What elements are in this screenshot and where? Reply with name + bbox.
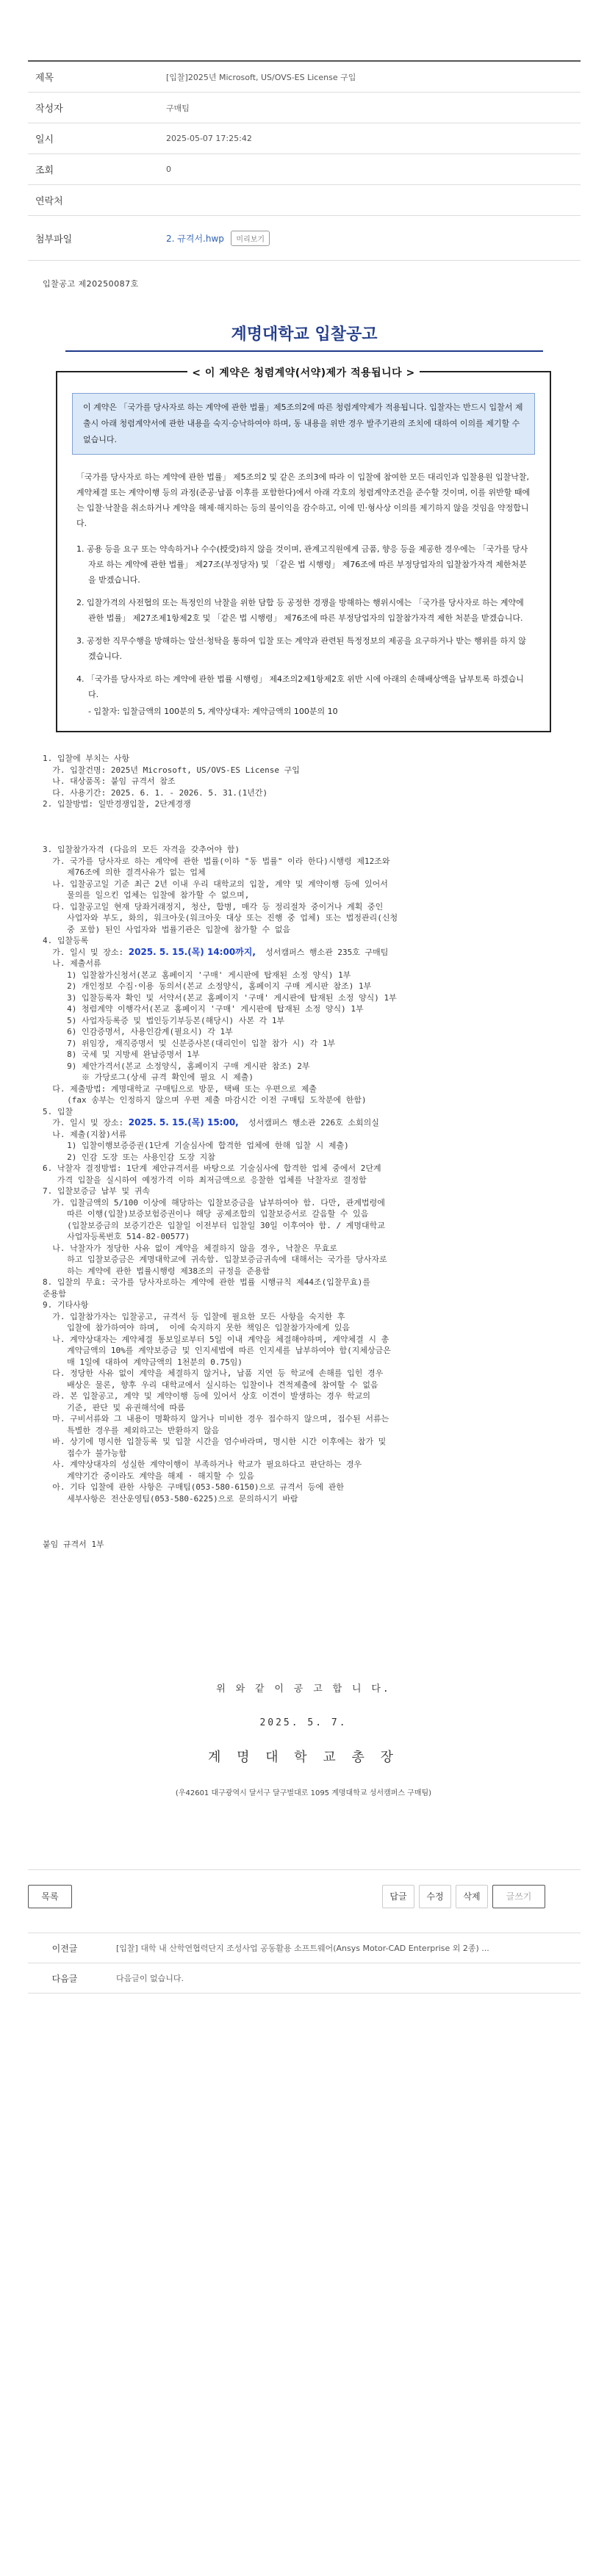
announcement-document bbox=[43, 278, 566, 732]
body-line: 특별한 경우를 제외하고는 반환하지 않음 bbox=[43, 1425, 220, 1435]
body-line: 가. 일시 및 장소: 2025. 5. 15.(목) 14:00까지, 성서캠퍼스 행소관 235호 구매팀 bbox=[43, 946, 389, 957]
body-line: 다. 입찰공고일 현재 당좌거래정지, 청산, 합병, 매각 등 정리절차 중이거나 계획 중인 bbox=[43, 901, 384, 912]
integrity-items bbox=[72, 541, 535, 719]
announcement-body bbox=[43, 753, 579, 1550]
bid-datetime: 2025. 5. 15.(목) 15:00, bbox=[128, 1117, 239, 1128]
info-row-date bbox=[28, 123, 581, 154]
info-row-views bbox=[28, 154, 581, 185]
body-line: 사. 계약상대자의 성실한 계약이행이 부족하거나 학교가 필요하다고 판단하는 경우 bbox=[43, 1460, 362, 1469]
body-line: 바. 상기에 명시한 입찰등록 및 입찰 시간을 엄수바라며, 명시한 시간 이후에는 참가 및 bbox=[43, 1437, 387, 1446]
info-row-title bbox=[28, 62, 581, 93]
next-post-row bbox=[28, 1963, 581, 1994]
body-line: 4. 입찰등록 bbox=[43, 936, 89, 945]
body-line: 나. 제출(지참)서류 bbox=[43, 1129, 127, 1139]
body-line bbox=[43, 810, 579, 822]
body-line: 5) 사업자등록증 및 법인등기부등본(해당시) 사본 각 1부 bbox=[43, 1015, 285, 1025]
body-line: 하고 입찰보증금은 계명대학교에 귀속함. 입찰보증금귀속에 대해서는 국가를 당사자로 bbox=[43, 1255, 387, 1264]
body-line: 가. 일시 및 장소: 2025. 5. 15.(목) 15:00, 성서캠퍼스 행소관 226호 소회의실 bbox=[43, 1117, 379, 1128]
registration-datetime: 2025. 5. 15.(목) 14:00까지, bbox=[128, 946, 256, 957]
info-row-author bbox=[28, 93, 581, 123]
body-line: 3) 입찰등록자 확인 및 서약서(본교 홈페이지 '구매' 게시판에 탑재된 소정 양식) 1부 bbox=[43, 992, 397, 1003]
body-line: 8. 입찰의 무효: 국가를 당사자로하는 계약에 관한 법률 시행규칙 제44조(입찰무효)를 bbox=[43, 1277, 370, 1287]
body-line: 나. 낙찰자가 정당한 사유 없이 계약을 체결하지 않을 경우, 낙찰은 무효로 bbox=[43, 1243, 337, 1253]
body-line: 1) 입찰이행보증증권(1단계 기술심사에 합격한 업체에 한해 입찰 시 제출) bbox=[43, 1141, 349, 1150]
damages-note: - 입찰자: 입찰금액의 100분의 5, 계약상대자: 계약금액의 100분의 10 bbox=[88, 707, 338, 716]
info-value: 구매팀 bbox=[166, 103, 190, 113]
prev-label: 이전글 bbox=[51, 1943, 78, 1954]
preview-button[interactable]: 미리보기 bbox=[231, 231, 270, 246]
announcement-title: 계명대학교 입찰공고 bbox=[231, 325, 378, 344]
body-line: 1. 입찰에 부치는 사항 bbox=[43, 754, 130, 763]
body-line: 8) 국세 및 지방세 완납증명서 1부 bbox=[43, 1050, 200, 1059]
integrity-item: 4. 「국가를 당사자로 하는 계약에 관한 법률 시행령」 제4조의2제1항제2호 위반 시에 아래의 손해배상액을 납부토록 하겠습니다. bbox=[76, 674, 524, 699]
next-post-text: 다음글이 없습니다. bbox=[116, 1974, 184, 1983]
body-line: 나. 계약상대자는 계약체결 통보일로부터 5일 이내 계약을 체결해야하며, 계약체결 시 총 bbox=[43, 1334, 389, 1344]
body-line bbox=[43, 833, 579, 845]
reply-button[interactable]: 답글 bbox=[382, 1885, 414, 1908]
body-line: 가. 입찰금액의 5/100 이상에 해당하는 입찰보증금을 납부하여야 함. 다만, 관계법령에 bbox=[43, 1197, 385, 1208]
body-line: 7. 입찰보증금 납부 및 귀속 bbox=[43, 1186, 150, 1196]
body-line: 나. 입찰공고일 기준 최근 2년 이내 우리 대학교의 입찰, 계약 및 계약이행 등에 있어서 bbox=[43, 878, 388, 889]
body-line: 매 1일에 대하여 계약금액의 1천분의 0.75임) bbox=[43, 1357, 243, 1367]
info-row-attachment bbox=[28, 216, 581, 261]
body-line: 4) 청렴계약 이행각서(본교 홈페이지 '구매' 게시판에 탑재된 소정 양식) 1부 bbox=[43, 1004, 364, 1014]
body-line: ※ 가당로그(상세 규격 확인에 필요 시 제출) bbox=[43, 1072, 254, 1082]
body-line bbox=[43, 1516, 579, 1528]
body-line: 2) 개인정보 수집·이용 동의서(본교 소정양식, 홈페이지 구매 게시판 참조) 1부 bbox=[43, 981, 372, 991]
body-line: 가격 입찰을 실시하여 예정가격 이하 최저금액으로 응찰한 업체를 낙찰자로 결정함 bbox=[43, 1175, 367, 1185]
body-line bbox=[43, 821, 579, 833]
prev-next-nav bbox=[28, 1933, 581, 1994]
info-label: 조회 bbox=[35, 165, 54, 176]
body-line: 1) 입찰참가신청서(본교 홈페이지 '구매' 게시판에 탑재된 소정 양식) 1부 bbox=[43, 970, 351, 980]
integrity-notice: 이 계약은 「국가를 당사자로 하는 계약에 관한 법률」제5조의2에 따른 청렴계약제가 적용됩니다. 입찰자는 반드시 입찰서 제출시 아래 청렴계약서에 관한 내용을 숙지·승낙하여야 하며, 동 내용을 위반 경우 발주기관의 조치에 대하여 이의를 제기할 수 없습니다. bbox=[72, 393, 535, 455]
body-line bbox=[43, 1527, 579, 1539]
body-line: 다. 사용기간: 2025. 6. 1. - 2026. 5. 31.(1년간) bbox=[43, 787, 268, 798]
announcement-number: 입찰공고 제20250087호 bbox=[43, 279, 139, 289]
info-row-contact bbox=[28, 185, 581, 216]
integrity-item: 2. 입찰가격의 사전협의 또는 특정인의 낙찰을 위한 담합 등 공정한 경쟁을 방해하는 행위시에는 「국가를 당사자로 하는 계약에 관한 법률」 제27조제1항제2호 및 「같은 법 시행령」 제76조에 따른 부정당업자의 입찰참가자격 제한 처분을 받겠습니다. bbox=[76, 598, 524, 623]
body-line: 따른 이행(입찰)보증보험증권이나 해당 공제조합의 입찰보증서로 갈음할 수 있음 bbox=[43, 1209, 369, 1219]
info-label: 제목 bbox=[35, 73, 54, 84]
body-line: 6) 인감증명서, 사용인감계(필요시) 각 1부 bbox=[43, 1027, 233, 1036]
info-label: 일시 bbox=[35, 134, 54, 145]
post-info-table bbox=[28, 60, 581, 261]
action-bar bbox=[28, 1869, 581, 1914]
body-line: 다. 정당한 사유 없이 계약을 체결하지 않거나, 납품 지연 등 학교에 손해를 입힌 경우 bbox=[43, 1368, 384, 1378]
attachment-cell bbox=[153, 231, 581, 246]
info-value: 0 bbox=[166, 165, 171, 174]
body-line: 라. 본 입찰공고, 계약 및 계약이행 등에 있어서 상호 이견이 발생하는 경우 학교의 bbox=[43, 1391, 370, 1401]
body-line: (입찰보증금의 보증기간은 입찰일 이전부터 입찰일 30일 이후여야 함. / 계명대학교 bbox=[43, 1220, 385, 1230]
body-line: 계약금액의 10%를 계약보증금 및 인지세법에 따른 인지세를 납부하여야 함(지체상금은 bbox=[43, 1346, 391, 1355]
attachment-link[interactable]: 2. 규격서.hwp bbox=[166, 233, 224, 244]
integrity-intro: 「국가를 당사자로 하는 계약에 관한 법률」 제5조의2 및 같은 조의3에 따라 이 입찰에 참여한 모든 대리인과 입찰용원 입찰낙찰, 계약체결 또는 계약이행 등의 과정(준공·납품 이후를 포함한다)에서 아래 각호의 청렴계약조건을 준수할 것이며, 이를 위반할 때에는 입찰·낙찰을 취소하거나 계약을 해제·해지하는 등의 불이익을 감수하고, 이에 민·형사상 이의를 제기하지 않을 것임을 약정합니다. bbox=[76, 472, 531, 528]
body-line: 3. 입찰참가자격 (다음의 모든 자격을 갖추어야 함) bbox=[43, 845, 240, 854]
body-line: 나. 제출서류 bbox=[43, 959, 101, 968]
list-button[interactable]: 목록 bbox=[28, 1885, 72, 1908]
info-value: 2025-05-07 17:25:42 bbox=[166, 134, 252, 143]
body-line: 기준, 판단 및 유권해석에 따름 bbox=[43, 1402, 185, 1413]
body-line: 2. 입찰방법: 일반경쟁입찰, 2단계경쟁 bbox=[43, 799, 191, 809]
integrity-item: 1. 공용 등을 요구 또는 약속하거나 수수(授受)하지 않을 것이며, 관계고직원에게 금품, 향응 등을 제공한 경우에는 「국가를 당사자로 하는 계약에 관한 법률」 제27조(부정당자) 및 「같은 법 시행령」 제76조에 따른 부정당업자의 입찰참가자격 제한처분을 받겠습니다. bbox=[76, 544, 528, 585]
body-line: 가. 국가를 당사자로 하는 계약에 관한 법률(이하 "동 법률" 이라 한다)시행령 제12조와 bbox=[43, 856, 390, 866]
body-line: 세부사항은 전산운영팀(053-580-6225)으로 문의하시기 바람 bbox=[43, 1493, 298, 1504]
next-label: 다음글 bbox=[51, 1973, 78, 1984]
body-line: 사업자등록번호 514-82-00577) bbox=[43, 1232, 190, 1241]
body-line: 제76조에 의한 결격사유가 없는 업체 bbox=[43, 867, 206, 877]
delete-button[interactable]: 삭제 bbox=[456, 1885, 488, 1908]
announce-date: 2025. 5. 7. bbox=[259, 1717, 348, 1728]
integrity-item: 3. 공정한 직무수행을 방해하는 알선·청탁을 통하여 입찰 또는 계약과 관련된 특정정보의 제공을 요구하거나 받는 행위를 하지 않겠습니다. bbox=[76, 636, 526, 661]
prev-post-row[interactable] bbox=[28, 1933, 581, 1963]
president-signature: 계 명 대 학 교 총 장 bbox=[207, 1750, 400, 1765]
info-label: 작성자 bbox=[35, 104, 63, 115]
announce-closing: 위 와 같 이 공 고 합 니 다. bbox=[216, 1684, 391, 1695]
body-line: (fax 송부는 인정하지 않으며 우편 제출 마감시간 이전 구매팀 도착분에 한함) bbox=[43, 1095, 367, 1105]
body-line: 5. 입찰 bbox=[43, 1106, 73, 1116]
edit-button[interactable]: 수정 bbox=[419, 1885, 451, 1908]
body-line: 7) 위임장, 재직증명서 및 신분증사본(대리인이 입찰 참가 시) 각 1부 bbox=[43, 1038, 336, 1048]
integrity-contract-box bbox=[56, 367, 551, 732]
body-line: 사업자와 부도, 화의, 워크아웃(워크아웃 대상 또는 진행 중 업체) 또는 법정관리(신청 bbox=[43, 913, 398, 923]
body-line: 배상은 물론, 향후 우리 대학교에서 실시하는 입찰이나 견적제출에 참여할 수 없음 bbox=[43, 1379, 378, 1390]
body-line bbox=[43, 1504, 579, 1516]
body-line: 6. 낙찰자 결정방법: 1단계 제안규격서를 바탕으로 기술심사에 합격한 업체 중에서 2단계 bbox=[43, 1163, 381, 1173]
body-line: 아. 기타 입찰에 관한 사항은 구매팀(053-580-6150)으로 규격서 등에 관한 bbox=[43, 1482, 344, 1492]
body-line: 가. 입찰참가자는 입찰공고, 규격서 등 입찰에 필요한 모든 사항을 숙지한 후 bbox=[43, 1311, 345, 1321]
body-line: 마. 구비서류와 그 내용이 명확하지 않거나 미비한 경우 접수하지 않으며, 접수된 서류는 bbox=[43, 1414, 389, 1424]
body-line: 계약기간 중이라도 계약을 해제 · 해지할 수 있음 bbox=[43, 1471, 254, 1481]
body-line: 2) 인감 도장 또는 사용인감 도장 지참 bbox=[43, 1152, 215, 1162]
body-line: 9. 기타사항 bbox=[43, 1300, 89, 1310]
info-label: 첨부파일 bbox=[35, 234, 73, 245]
body-line: 다. 제출방법: 계명대학교 구매팀으로 방문, 택배 또는 우편으로 제출 bbox=[43, 1083, 317, 1094]
body-line: 입찰에 참가하여야 하며, 이에 숙지하지 못한 책임은 입찰참가자에게 있음 bbox=[43, 1323, 351, 1332]
body-line: 붙임 규격서 1부 bbox=[43, 1539, 104, 1549]
body-line: 나. 대상품목: 붙임 규격서 참조 bbox=[43, 776, 176, 786]
info-value: [입찰]2025년 Microsoft, US/OVS-ES License 구입 bbox=[166, 72, 356, 82]
body-line: 중 포함) 된인 사업자와 법률기관은 입찰에 참가할 수 없음 bbox=[43, 924, 291, 934]
body-line: 물의를 일으킨 업체는 입찰에 참가할 수 없으며, bbox=[43, 890, 250, 900]
info-label: 연락처 bbox=[35, 196, 63, 207]
title-underline bbox=[65, 350, 543, 352]
body-line: 접수가 불가능함 bbox=[43, 1448, 127, 1458]
school-address: (우42601 대구광역시 달서구 달구벌대로 1095 계명대학교 성서캠퍼스 구매팀) bbox=[175, 1789, 432, 1797]
body-line: 가. 입찰건명: 2025년 Microsoft, US/OVS-ES License 구입 bbox=[43, 765, 300, 775]
prev-post-link[interactable]: [입찰] 대학 내 산학연협력단지 조성사업 공동활용 소프트웨어(Ansys Motor-CAD Enterprise 외 2종) ... bbox=[116, 1944, 489, 1953]
body-line: 9) 제안가격서(본교 소정양식, 홈페이지 구매 게시판 참조) 2부 bbox=[43, 1061, 310, 1071]
integrity-box-header: < 이 계약은 청렴계약(서약)제가 적용됩니다 > bbox=[187, 367, 420, 379]
body-line: 하는 계약에 관한 법률시행령 제38조의 규정을 준용함 bbox=[43, 1266, 270, 1276]
write-button[interactable]: 글쓰기 bbox=[492, 1885, 545, 1908]
post-info bbox=[28, 60, 581, 261]
body-line: 준용함 bbox=[43, 1288, 66, 1299]
